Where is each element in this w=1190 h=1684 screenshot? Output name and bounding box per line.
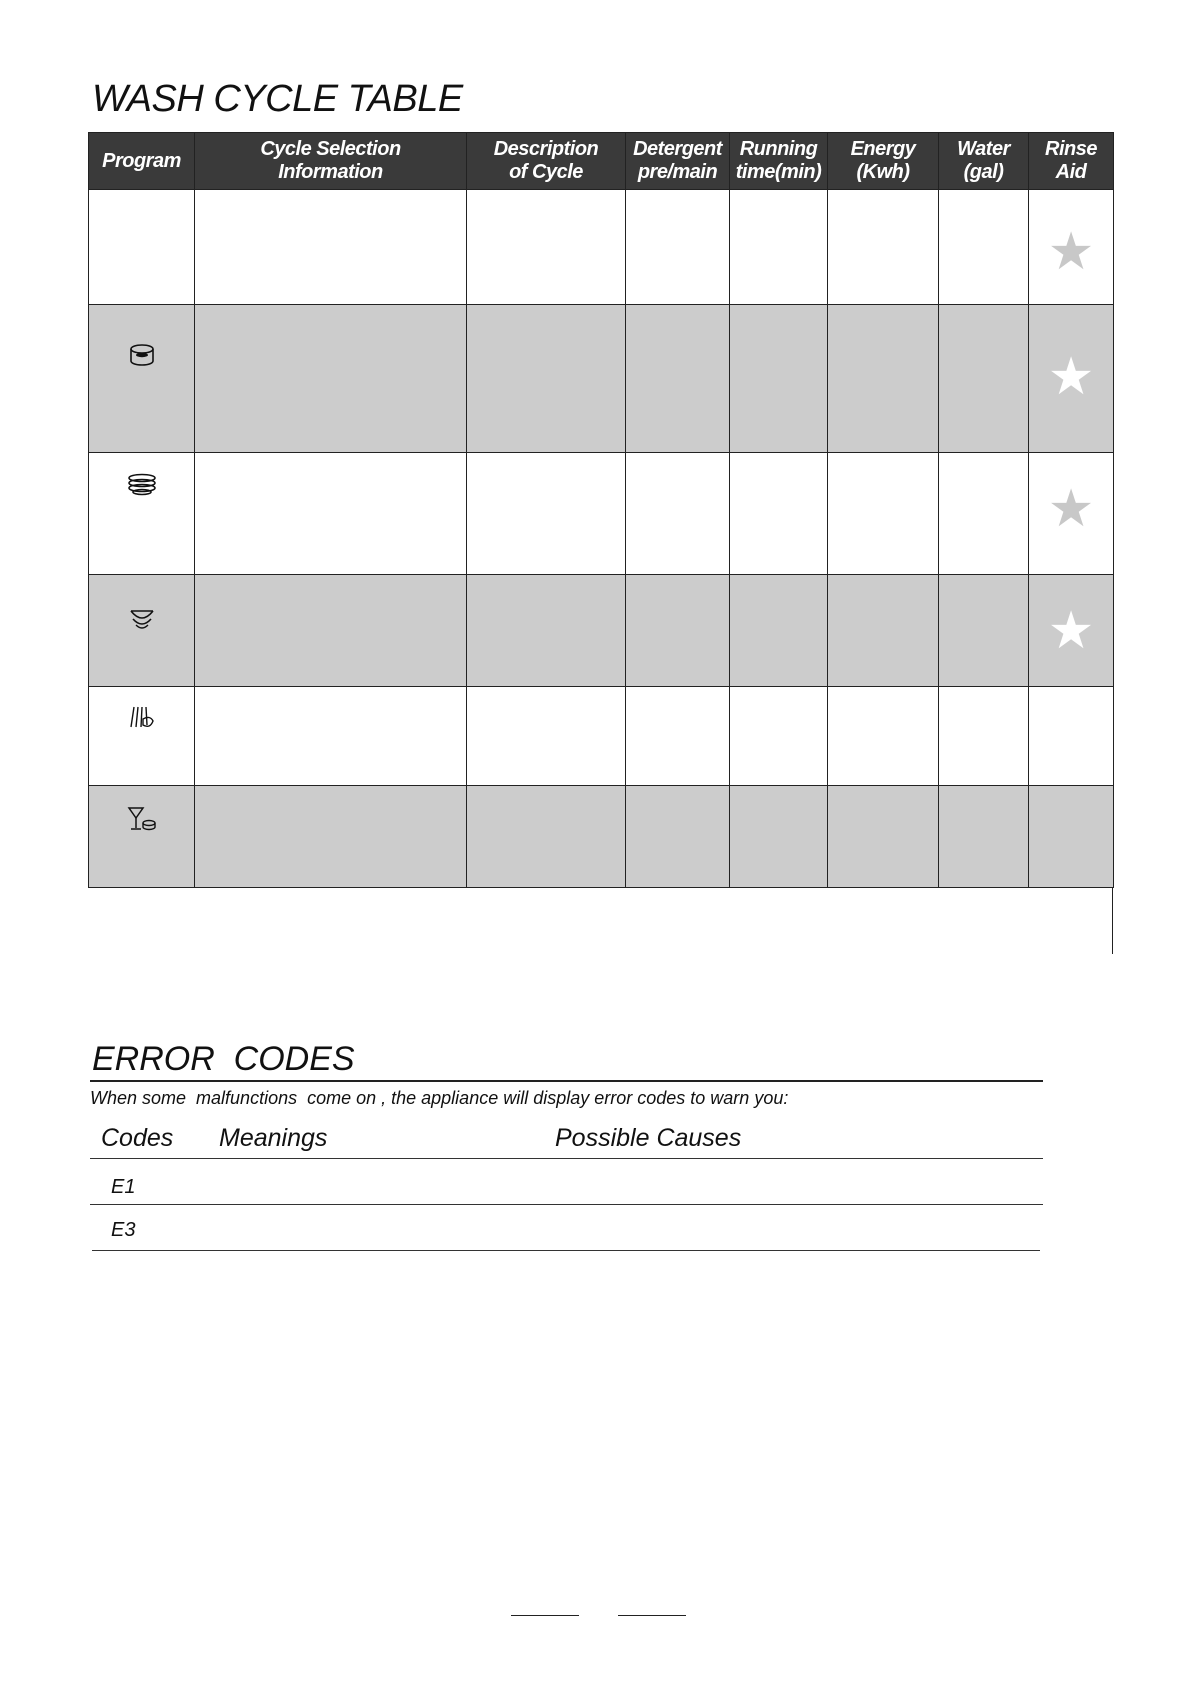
header-line: Detergent (633, 138, 722, 160)
table-cell (828, 786, 939, 888)
table-cell (828, 305, 939, 453)
rinse-aid-cell (1029, 687, 1114, 786)
error-codes-title: ERROR CODES (92, 1040, 355, 1078)
header-detergent (626, 133, 730, 190)
table-cell (195, 575, 467, 687)
table-cell (730, 687, 828, 786)
error-table-rule (90, 1158, 1043, 1159)
header-running-time (730, 133, 828, 190)
table-cell (626, 305, 730, 453)
header-line: pre/main (637, 161, 718, 183)
table-cell (467, 453, 626, 575)
table-row (89, 453, 1114, 575)
star-icon: ★ (1047, 223, 1095, 281)
header-line: Aid (1055, 161, 1087, 183)
table-cell (939, 453, 1029, 575)
table-cell (195, 190, 467, 305)
wash-cycle-table-title: WASH CYCLE TABLE (92, 78, 463, 120)
program-cell (89, 453, 195, 575)
table-cell (626, 786, 730, 888)
error-code-e1: E1 (111, 1176, 136, 1198)
table-cell (730, 453, 828, 575)
rinse-aid-cell (1029, 786, 1114, 888)
header-description (467, 133, 626, 190)
table-cell (626, 687, 730, 786)
program-cell (89, 786, 195, 888)
table-cell (828, 453, 939, 575)
error-code-e3: E3 (111, 1219, 136, 1241)
table-cell (939, 190, 1029, 305)
table-edge-line (1112, 888, 1113, 954)
column-header-meanings: Meanings (219, 1124, 328, 1152)
table-cell (626, 453, 730, 575)
header-line: Description (493, 138, 599, 160)
header-line: Information (278, 161, 383, 183)
header-cycle-selection (195, 133, 467, 190)
table-row (89, 190, 1114, 305)
header-energy (828, 133, 939, 190)
table-cell (730, 575, 828, 687)
star-icon: ★ (1047, 348, 1095, 406)
header-rinse-aid (1029, 133, 1114, 190)
table-cell (626, 190, 730, 305)
table-cell (467, 190, 626, 305)
stacked-plates-icon (126, 473, 158, 502)
wash-cycle-table (88, 132, 1114, 888)
table-cell (195, 786, 467, 888)
table-cell (828, 575, 939, 687)
program-cell (89, 305, 195, 453)
table-row (89, 305, 1114, 453)
program-cell (89, 575, 195, 687)
table-cell (730, 786, 828, 888)
rinse-aid-cell (1029, 190, 1114, 305)
table-cell (828, 190, 939, 305)
table-cell (626, 575, 730, 687)
header-water (939, 133, 1029, 190)
star-icon: ★ (1047, 480, 1095, 538)
error-codes-intro: When some malfunctions come on , the appliance will display error codes to warn you: (90, 1088, 789, 1108)
table-cell (467, 687, 626, 786)
header-line: (Kwh) (856, 161, 910, 183)
header-line: time(min) (735, 161, 822, 183)
header-line: Water (957, 138, 1010, 160)
header-line: Running (739, 138, 818, 160)
program-cell (89, 687, 195, 786)
error-table-rule (92, 1250, 1040, 1251)
table-cell (467, 575, 626, 687)
table-cell (195, 305, 467, 453)
page-footer-line (618, 1615, 686, 1616)
error-table-rule (90, 1204, 1043, 1205)
table-cell (939, 575, 1029, 687)
table-cell (828, 687, 939, 786)
header-program (89, 133, 195, 190)
table-header-row (89, 133, 1114, 190)
pot-icon (128, 343, 156, 374)
bowl-icon (128, 607, 156, 636)
rinse-aid-cell (1029, 575, 1114, 687)
rinse-spray-icon (128, 705, 156, 736)
rinse-aid-cell (1029, 305, 1114, 453)
header-line: Cycle Selection (260, 138, 401, 160)
program-cell (89, 190, 195, 305)
header-line: of Cycle (509, 161, 583, 183)
table-cell (939, 305, 1029, 453)
header-line: Energy (850, 138, 916, 160)
table-cell (195, 687, 467, 786)
header-line: Rinse (1045, 138, 1097, 160)
header-line: Program (102, 149, 181, 172)
table-row (89, 687, 1114, 786)
table-cell (195, 453, 467, 575)
star-icon: ★ (1047, 602, 1095, 660)
column-header-codes: Codes (101, 1124, 174, 1152)
table-cell (467, 305, 626, 453)
page-footer-line (511, 1615, 579, 1616)
table-row (89, 786, 1114, 888)
column-header-possible-causes: Possible Causes (555, 1124, 742, 1152)
table-cell (730, 305, 828, 453)
header-line: (gal) (963, 161, 1004, 183)
table-row (89, 575, 1114, 687)
glass-cup-icon (127, 806, 157, 839)
table-cell (939, 786, 1029, 888)
table-cell (939, 687, 1029, 786)
table-cell (467, 786, 626, 888)
table-cell (730, 190, 828, 305)
error-codes-divider (90, 1080, 1043, 1082)
rinse-aid-cell (1029, 453, 1114, 575)
